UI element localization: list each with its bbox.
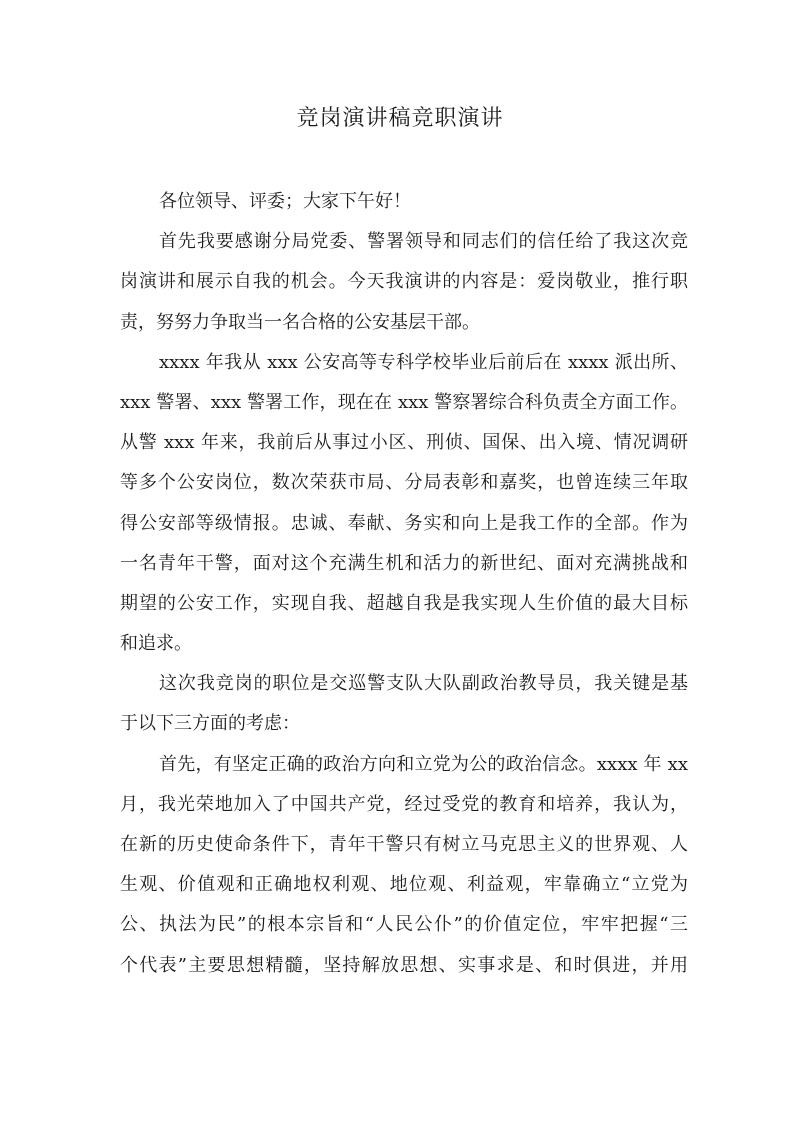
paragraph-line: 期望的公安工作，实现自我、超越自我是我实现人生价值的最大目标 [120,592,688,614]
paragraph-line: 月，我光荣地加入了中国共产党，经过受党的教育和培养，我认为， [120,793,688,815]
paragraph-line: 从警 xxx 年来，我前后从事过小区、刑侦、国保、出入境、情况调研 [120,432,688,454]
paragraph-line: 个代表”主要思想精髓，坚持解放思想、实事求是、和时俱进，并用 [120,954,688,976]
paragraph-line: 和追求。 [120,633,192,655]
document-title: 竞岗演讲稿竞职演讲 [296,106,504,131]
paragraph-line: 等多个公安岗位，数次荣获市局、分局表彰和嘉奖，也曾连续三年取 [120,472,688,494]
paragraph-line: xxx 警署、xxx 警署工作，现在在 xxx 警察署综合科负责全方面工作。 [120,391,688,413]
paragraph-line: 岗演讲和展示自我的机会。今天我演讲的内容是：爱岗敬业，推行职 [120,271,688,293]
paragraph-line: xxxx 年我从 xxx 公安高等专科学校毕业后前后在 xxxx 派出所、 [159,351,688,373]
paragraph-line: 生观、价值观和正确地权利观、地位观、利益观，牢靠确立“立党为 [120,874,688,896]
paragraph-line: 首先，有坚定正确的政治方向和立党为公的政治信念。xxxx 年 xx [159,753,688,775]
paragraph-line: 这次我竞岗的职位是交巡警支队大队副政治教导员，我关键是基 [159,673,688,695]
paragraph-line: 在新的历史使命条件下，青年干警只有树立马克思主义的世界观、人 [120,834,688,855]
paragraph-line: 于以下三方面的考虑： [120,713,300,735]
paragraph-line: 首先我要感谢分局党委、警署领导和同志们的信任给了我这次竞 [159,231,688,253]
paragraph-line: 得公安部等级情报。忠诚、奉献、务实和向上是我工作的全部。作为 [120,512,688,534]
paragraph-line: 公、执法为民”的根本宗旨和“人民公仆”的价值定位，牢牢把握“三 [120,914,688,936]
document-body [120,186,688,990]
paragraph-line: 一名青年干警，面对这个充满生机和活力的新世纪、面对充满挑战和 [120,552,688,574]
greeting-line: 各位领导、评委；大家下午好！ [159,191,411,212]
paragraph-line: 责，努努力争取当一名合格的公安基层干部。 [120,311,480,333]
